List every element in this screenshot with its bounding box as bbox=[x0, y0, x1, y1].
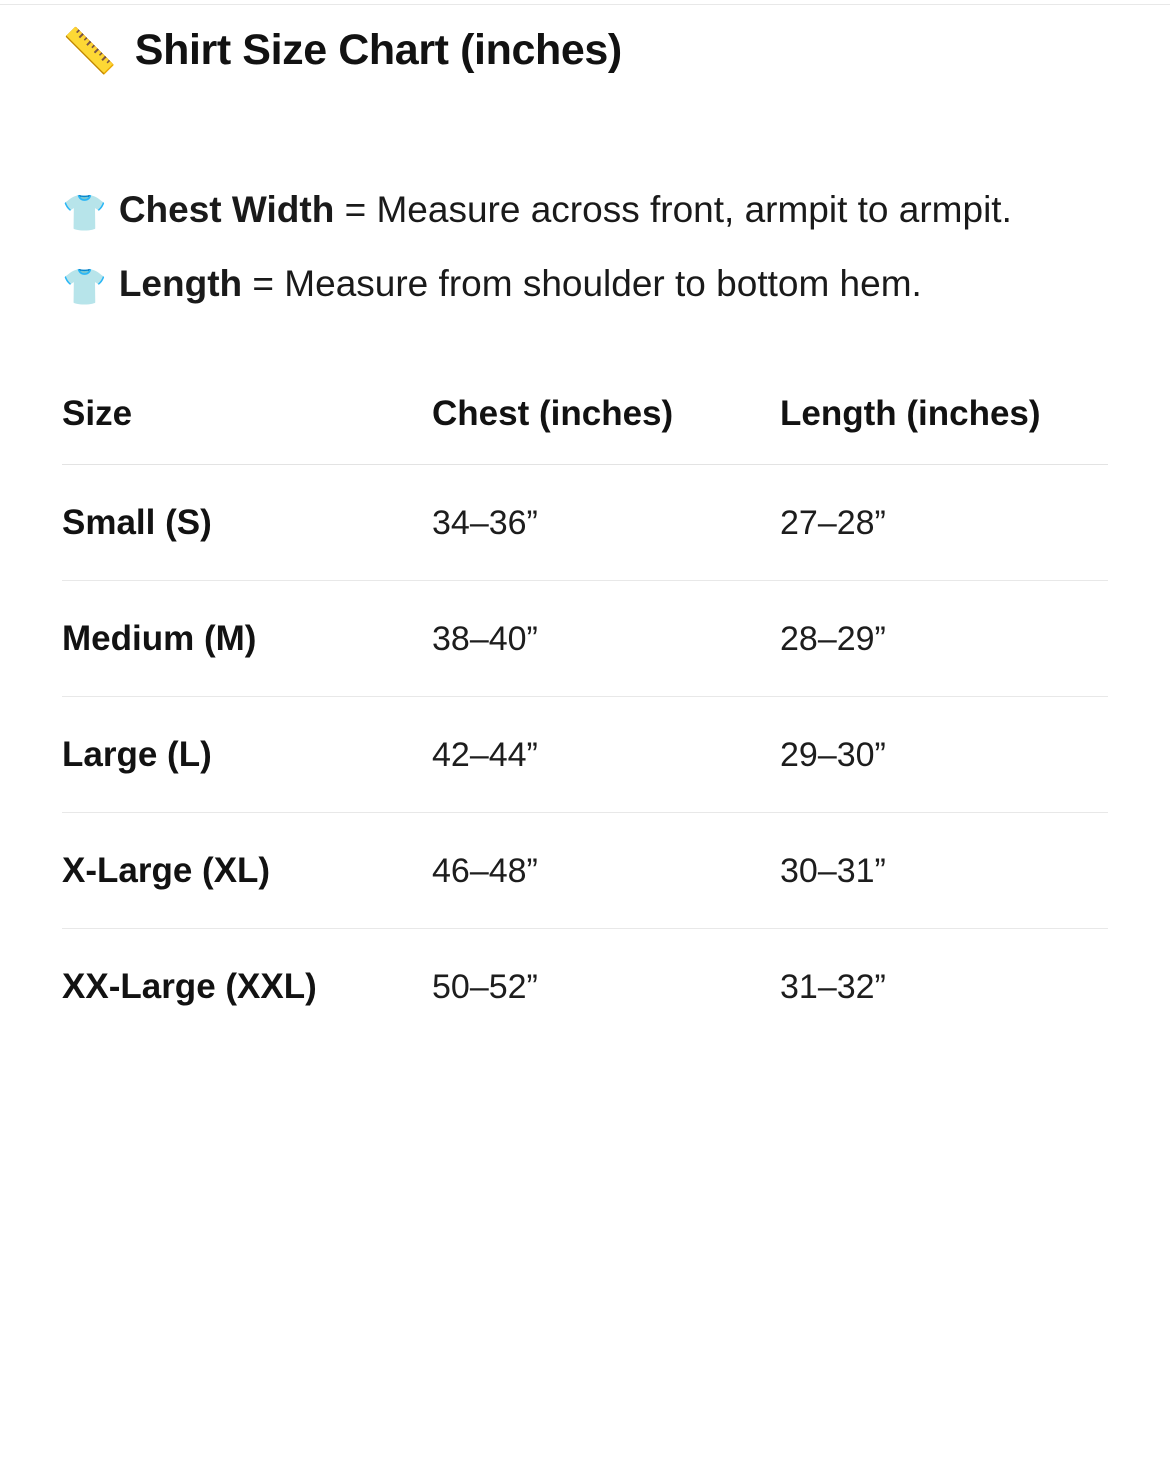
shirt-icon: 👕 bbox=[62, 192, 107, 233]
note-chest-width bbox=[62, 174, 1108, 248]
shirt-icon: 👕 bbox=[62, 266, 107, 308]
table-row bbox=[62, 697, 1108, 813]
page-title bbox=[62, 0, 1108, 86]
ruler-icon: 📏 bbox=[62, 27, 117, 76]
cell-length: 29–30” bbox=[780, 735, 886, 774]
cell-size: XX-Large (XXL) bbox=[62, 967, 317, 1007]
table-row bbox=[62, 929, 1108, 1045]
note-definition-chest-width: = Measure across front, armpit to armpit. bbox=[344, 189, 1012, 230]
cell-length: 27–28” bbox=[780, 503, 886, 542]
cell-chest: 34–36” bbox=[432, 503, 538, 542]
page-title-text: Shirt Size Chart (inches) bbox=[134, 25, 622, 74]
note-term-chest-width: Chest Width bbox=[118, 189, 335, 230]
cell-length: 28–29” bbox=[780, 619, 886, 658]
cell-chest: 42–44” bbox=[432, 735, 538, 774]
cell-size: Small (S) bbox=[62, 503, 212, 543]
note-term-length: Length bbox=[118, 263, 243, 305]
note-length bbox=[62, 248, 1108, 322]
table-row bbox=[62, 813, 1108, 929]
cell-size: Medium (M) bbox=[62, 619, 257, 659]
cell-chest: 38–40” bbox=[432, 619, 538, 658]
cell-chest: 46–48” bbox=[432, 851, 538, 890]
column-header-chest: Chest (inches) bbox=[432, 394, 674, 434]
table-row bbox=[62, 581, 1108, 697]
column-header-size: Size bbox=[62, 394, 133, 434]
top-divider bbox=[0, 4, 1170, 5]
cell-size: X-Large (XL) bbox=[62, 851, 271, 891]
measurement-notes bbox=[62, 174, 1108, 322]
cell-length: 30–31” bbox=[780, 851, 886, 890]
table-row bbox=[62, 465, 1108, 581]
column-header-length: Length (inches) bbox=[780, 394, 1041, 434]
table-header bbox=[62, 394, 1108, 465]
size-table bbox=[62, 394, 1108, 1044]
table-body bbox=[62, 465, 1108, 1045]
table-header-row bbox=[62, 394, 1108, 465]
note-definition-length: = Measure from shoulder to bottom hem. bbox=[252, 263, 922, 305]
cell-chest: 50–52” bbox=[432, 967, 538, 1006]
cell-size: Large (L) bbox=[62, 735, 212, 775]
cell-length: 31–32” bbox=[780, 967, 886, 1006]
